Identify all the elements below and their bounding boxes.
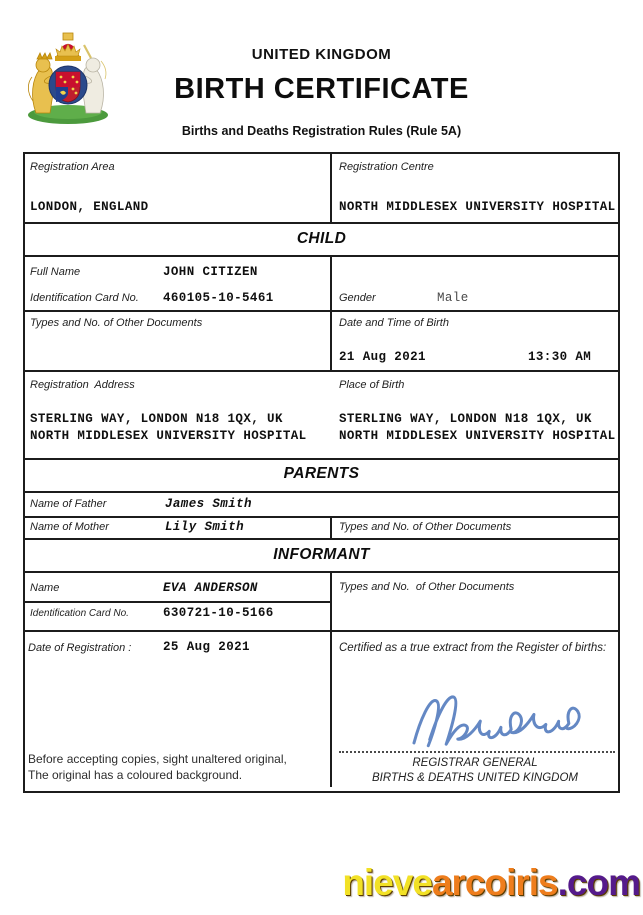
registration-address-line2: NORTH MIDDLESEX UNIVERSITY HOSPITAL [30, 429, 307, 443]
registration-address-line1: STERLING WAY, LONDON N18 1QX, UK [30, 412, 283, 426]
parents-section-title: PARENTS [283, 465, 360, 482]
parents-other-docs-label: Types and No. of Other Documents [339, 521, 512, 533]
gender-label: Gender [339, 292, 376, 304]
registration-area-label: Registration Area [30, 161, 115, 173]
registrar-title-line1: REGISTRAR GENERAL [412, 757, 538, 769]
registration-centre-value: NORTH MIDDLESEX UNIVERSITY HOSPITAL [339, 200, 616, 214]
watermark-part3: .com [557, 862, 640, 903]
gender-value: Male [437, 291, 469, 305]
rule [25, 458, 618, 460]
page-title: BIRTH CERTIFICATE [174, 73, 469, 105]
informant-name-label: Name [30, 582, 60, 594]
rule [25, 491, 618, 493]
birth-datetime-label: Date and Time of Birth [339, 317, 449, 329]
child-other-docs-label: Types and No. of Other Documents [30, 317, 203, 329]
certified-label: Certified as a true extract from the Register of births: [339, 642, 607, 654]
full-name-value: JOHN CITIZEN [163, 265, 258, 279]
date-of-registration-value: 25 Aug 2021 [163, 640, 250, 654]
informant-section-title: INFORMANT [273, 546, 370, 563]
watermark-part2: arcoiris [431, 862, 558, 903]
rule [25, 310, 618, 312]
registration-centre-label: Registration Centre [339, 161, 434, 173]
column-divider [330, 154, 332, 222]
full-name-label: Full Name [30, 266, 81, 278]
country-title: UNITED KINGDOM [251, 46, 392, 63]
father-label: Name of Father [30, 498, 107, 510]
rule [25, 601, 332, 603]
mother-label: Name of Mother [30, 521, 109, 533]
watermark-part1: nieve [342, 862, 432, 903]
place-of-birth-label: Place of Birth [339, 379, 405, 391]
notice-line1: Before accepting copies, sight unaltered original, [28, 752, 287, 766]
birth-date-value: 21 Aug 2021 [339, 350, 426, 364]
column-divider [330, 255, 332, 370]
child-id-value: 460105-10-5461 [163, 291, 274, 305]
child-id-label: Identification Card No. [30, 292, 139, 304]
rule [25, 370, 618, 372]
rule [25, 516, 618, 518]
father-name-value: James Smith [165, 497, 252, 511]
place-of-birth-line2: NORTH MIDDLESEX UNIVERSITY HOSPITAL [339, 429, 616, 443]
notice-line2: The original has a coloured background. [28, 768, 243, 782]
child-section-title: CHILD [296, 230, 347, 247]
informant-name-value: EVA ANDERSON [163, 581, 258, 595]
informant-id-label: Identification Card No. [30, 608, 129, 619]
mother-name-value: Lily Smith [165, 520, 245, 534]
date-of-registration-label: Date of Registration : [28, 642, 132, 654]
rule [25, 571, 618, 573]
place-of-birth-line1: STERLING WAY, LONDON N18 1QX, UK [339, 412, 592, 426]
registration-area-value: LONDON, ENGLAND [30, 200, 149, 214]
rule [25, 222, 618, 224]
registration-address-label: Registration Address [30, 379, 135, 391]
column-divider [330, 516, 332, 538]
informant-id-value: 630721-10-5166 [163, 606, 274, 620]
column-divider [330, 571, 332, 787]
rules-subtitle: Births and Deaths Registration Rules (Rule 5A) [181, 124, 462, 138]
informant-other-docs-label: Types and No. of Other Documents [339, 581, 515, 593]
rule [25, 538, 618, 540]
birth-time-value: 13:30 AM [528, 350, 592, 364]
rule [25, 630, 618, 632]
registrar-title-line2: BIRTHS & DEATHS UNITED KINGDOM [372, 772, 578, 784]
site-watermark [0, 862, 640, 904]
signature-dotted-line [339, 751, 615, 753]
rule [25, 255, 618, 257]
